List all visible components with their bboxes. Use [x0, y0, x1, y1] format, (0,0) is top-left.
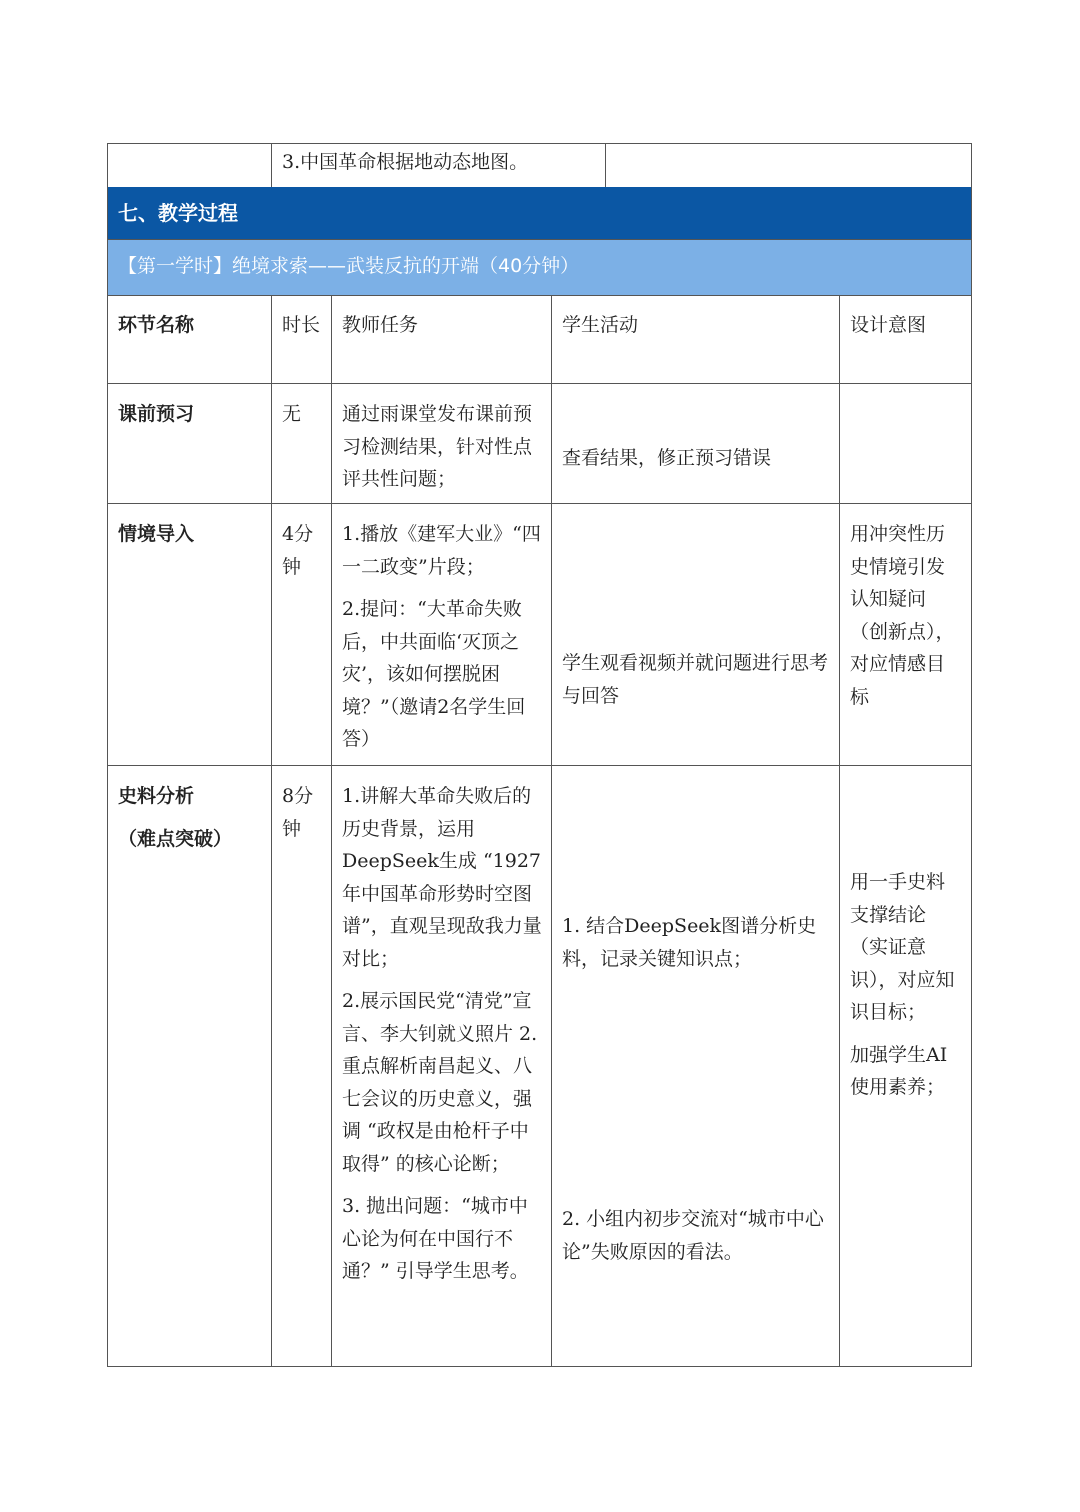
process-table: [107, 295, 972, 1367]
design-intent-item: 用一手史料支撑结论（实证意识），对应知识目标；: [850, 871, 955, 1023]
subsection-header: 【第一学时】绝境求索——武装反抗的开端（40分钟）: [107, 239, 972, 295]
teacher-task-item: 2.展示国民党“清党”宣言、李大钊就义照片 2.重点解析南昌起义、八七会议的历史意义，强调 “政权是由枪杆子中取得” 的核心论断；: [342, 990, 538, 1175]
teacher-task: [332, 398, 552, 496]
stage-duration: 8分钟: [282, 785, 314, 840]
header-duration: 时长: [282, 314, 321, 336]
section-header: 七、教学过程: [107, 187, 972, 239]
teacher-task-item: 1.播放《建军大业》“四一二政变”片段；: [342, 523, 541, 578]
top-row: [107, 143, 972, 187]
design-intent: [840, 518, 973, 713]
student-activity: [552, 442, 840, 475]
stage-name: 课前预习: [118, 403, 195, 425]
student-activity-item: 1. 结合DeepSeek图谱分析史料，记录关键知识点；: [562, 915, 817, 970]
teacher-task-item: 2.提问：“大革命失败后，中共面临‘灭顶之灾’，该如何摆脱困境？”（邀请2名学生回答）: [342, 598, 526, 750]
stage-name-cell: [108, 780, 272, 855]
design-intent: [840, 866, 973, 1104]
stage-name: 史料分析: [118, 785, 195, 807]
student-activity: [552, 1203, 840, 1268]
header-teacher-task: 教师任务: [342, 314, 419, 336]
design-intent-item: 用冲突性历史情境引发认知疑问（创新点），对应情感目标: [850, 523, 955, 708]
teacher-task-item: 通过雨课堂发布课前预习检测结果，针对性点评共性问题；: [342, 403, 533, 490]
header-design-intent: 设计意图: [850, 314, 927, 336]
student-activity: [552, 910, 840, 975]
header-stage: 环节名称: [118, 314, 195, 336]
teacher-task: [332, 518, 552, 756]
stage-name-note: （难点突破）: [118, 827, 233, 850]
stage-duration: 4分钟: [282, 523, 314, 578]
teacher-task-item: 3. 抛出问题：“城市中心论为何在中国行不通？” 引导学生思考。: [342, 1195, 529, 1282]
top-row-col1: [108, 144, 272, 187]
stage-name: 情境导入: [118, 523, 195, 545]
student-activity: [552, 647, 840, 712]
top-row-text: 3.中国革命根据地动态地图。: [282, 151, 529, 173]
student-activity-item: 2. 小组内初步交流对“城市中心论”失败原因的看法。: [562, 1208, 824, 1263]
stage-duration: 无: [282, 403, 302, 425]
teacher-task: [332, 780, 552, 1288]
header-student-activity: 学生活动: [562, 314, 639, 336]
teacher-task-item: 1.讲解大革命失败后的历史背景，运用DeepSeek生成 “1927年中国革命形势时空图谱”，直观呈现敌我力量对比；: [342, 785, 542, 970]
student-activity-item: 学生观看视频并就问题进行思考与回答: [562, 652, 829, 707]
design-intent-item: 加强学生AI使用素养；: [850, 1043, 948, 1098]
student-activity-item: 查看结果，修正预习错误: [562, 447, 772, 469]
